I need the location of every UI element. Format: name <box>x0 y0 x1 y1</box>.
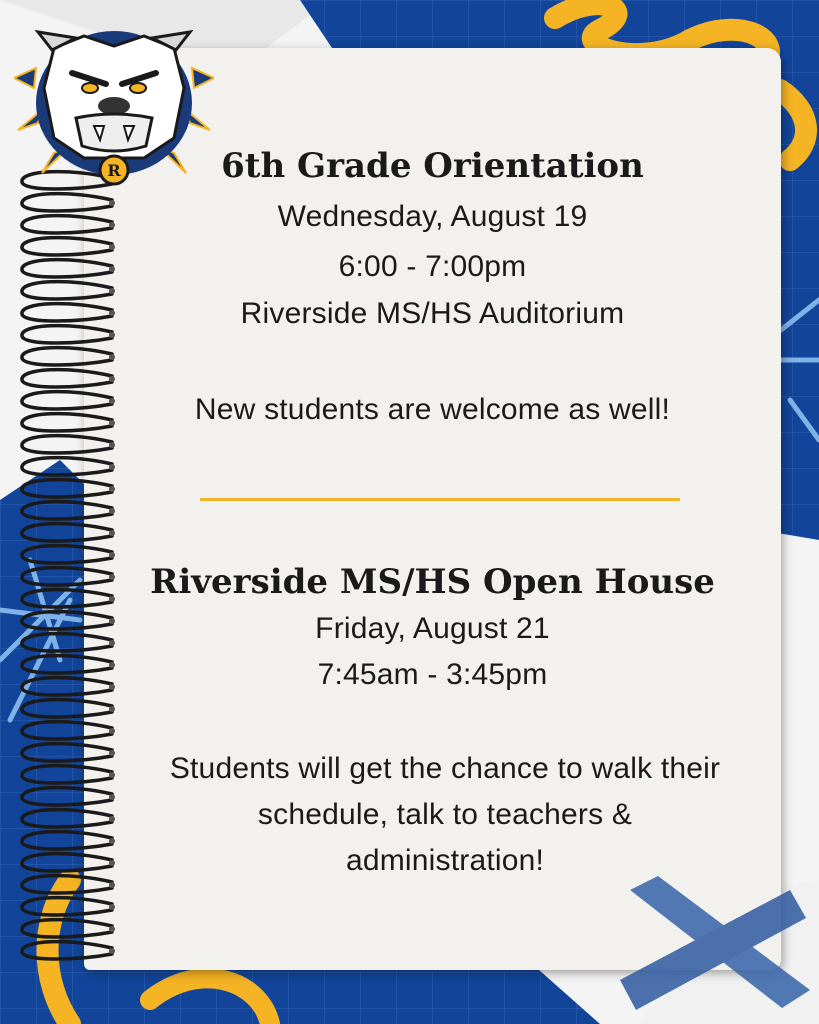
spiral-coil <box>22 436 112 453</box>
spiral-hole <box>109 706 115 712</box>
spiral-coil <box>22 502 112 519</box>
spiral-hole <box>109 860 115 866</box>
spiral-hole <box>109 904 115 910</box>
spiral-hole <box>109 508 115 514</box>
spiral-hole <box>109 288 115 294</box>
spiral-coil <box>22 744 112 761</box>
event1-time: 6:00 - 7:00pm <box>338 250 527 283</box>
event1-date: Wednesday, August 19 <box>277 200 588 233</box>
spiral-hole <box>109 530 115 536</box>
event1-note: New students are welcome as well! <box>194 393 671 426</box>
event1-location: Riverside MS/HS Auditorium <box>240 297 625 330</box>
spiral-coil <box>22 942 112 959</box>
spiral-hole <box>109 838 115 844</box>
spiral-hole <box>109 794 115 800</box>
spiral-hole <box>109 816 115 822</box>
spiral-hole <box>109 728 115 734</box>
svg-text:R: R <box>107 161 121 180</box>
spiral-coil <box>22 370 112 387</box>
spiral-coil <box>22 766 112 783</box>
event1-title: 6th Grade Orientation <box>221 146 644 186</box>
spiral-hole <box>109 948 115 954</box>
event2-title: Riverside MS/HS Open House <box>150 562 715 602</box>
event2-note-line-3: administration! <box>345 844 545 877</box>
spiral-hole <box>109 486 115 492</box>
spiral-coil <box>22 832 112 849</box>
spiral-hole <box>109 882 115 888</box>
spiral-hole <box>109 442 115 448</box>
spiral-coil <box>22 788 112 805</box>
spiral-coil <box>22 722 112 739</box>
spiral-coil <box>22 546 112 563</box>
spiral-hole <box>109 772 115 778</box>
spiral-hole <box>109 376 115 382</box>
spiral-coil <box>22 348 112 365</box>
section-divider <box>200 498 680 501</box>
event2-note-line-2: schedule, talk to teachers & <box>257 798 633 831</box>
spiral-hole <box>109 552 115 558</box>
event2-note-line-1: Students will get the chance to walk their <box>169 752 721 785</box>
spiral-coil <box>22 810 112 827</box>
spiral-coil <box>22 876 112 893</box>
spiral-coil <box>22 854 112 871</box>
spiral-coil <box>22 920 112 937</box>
spiral-hole <box>109 332 115 338</box>
event2-date: Friday, August 21 <box>315 612 550 645</box>
event2-time: 7:45am - 3:45pm <box>317 658 548 691</box>
spiral-coil <box>22 700 112 717</box>
spiral-coil <box>22 458 112 475</box>
spiral-hole <box>109 464 115 470</box>
spiral-hole <box>109 926 115 932</box>
tape-x-decoration <box>610 870 819 1024</box>
spiral-hole <box>109 354 115 360</box>
spiral-coil <box>22 524 112 541</box>
spiral-coil <box>22 898 112 915</box>
spiral-coil <box>22 480 112 497</box>
spiral-hole <box>109 750 115 756</box>
